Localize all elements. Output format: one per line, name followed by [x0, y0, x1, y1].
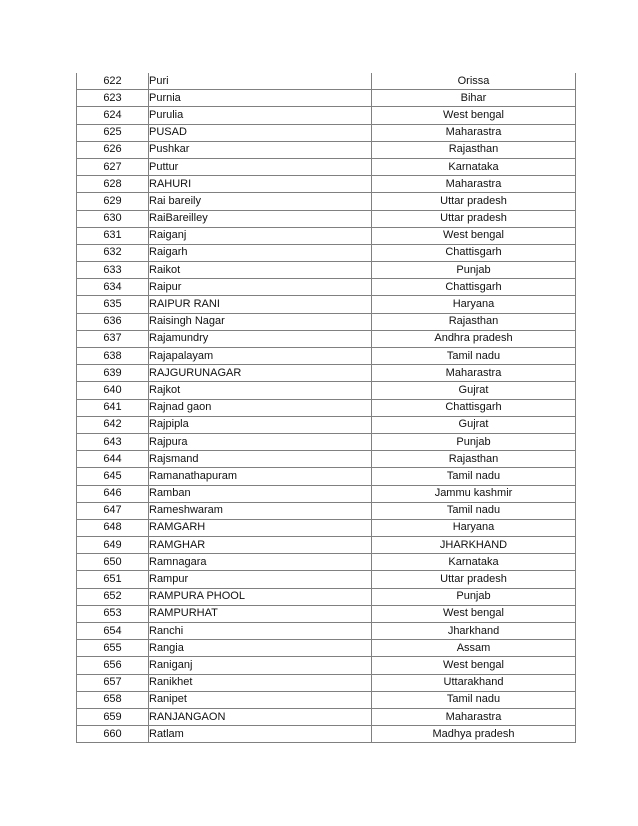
- city-cell: RAMPURHAT: [149, 605, 372, 622]
- city-cell: Pushkar: [149, 141, 372, 158]
- city-cell: Rangia: [149, 640, 372, 657]
- city-cell: Raigarh: [149, 244, 372, 261]
- state-cell: Maharastra: [372, 708, 576, 725]
- state-cell: JHARKHAND: [372, 537, 576, 554]
- state-cell: Rajasthan: [372, 141, 576, 158]
- row-number-cell: 642: [77, 416, 149, 433]
- row-number-cell: 641: [77, 399, 149, 416]
- city-cell: Rajpura: [149, 433, 372, 450]
- row-number-cell: 626: [77, 141, 149, 158]
- row-number-cell: 656: [77, 657, 149, 674]
- city-cell: Raniganj: [149, 657, 372, 674]
- row-number-cell: 636: [77, 313, 149, 330]
- state-cell: Haryana: [372, 519, 576, 536]
- table-row: [77, 588, 576, 605]
- table-row: [77, 605, 576, 622]
- row-number-cell: 622: [77, 73, 149, 90]
- city-cell: Rameshwaram: [149, 502, 372, 519]
- table-row: [77, 176, 576, 193]
- city-cell: Rampur: [149, 571, 372, 588]
- state-cell: Uttarakhand: [372, 674, 576, 691]
- row-number-cell: 658: [77, 691, 149, 708]
- row-number-cell: 623: [77, 90, 149, 107]
- city-cell: Raikot: [149, 262, 372, 279]
- city-cell: RAHURI: [149, 176, 372, 193]
- table-row: [77, 623, 576, 640]
- city-cell: Rajsmand: [149, 451, 372, 468]
- state-cell: West bengal: [372, 605, 576, 622]
- state-cell: Orissa: [372, 73, 576, 90]
- table-row: [77, 210, 576, 227]
- row-number-cell: 624: [77, 107, 149, 124]
- row-number-cell: 629: [77, 193, 149, 210]
- table-row: [77, 365, 576, 382]
- state-cell: West bengal: [372, 657, 576, 674]
- state-cell: Rajasthan: [372, 313, 576, 330]
- row-number-cell: 655: [77, 640, 149, 657]
- state-cell: Punjab: [372, 262, 576, 279]
- table-row: [77, 73, 576, 90]
- table-row: [77, 640, 576, 657]
- table-row: [77, 330, 576, 347]
- state-cell: Gujrat: [372, 382, 576, 399]
- row-number-cell: 630: [77, 210, 149, 227]
- state-cell: Karnataka: [372, 554, 576, 571]
- state-cell: Rajasthan: [372, 451, 576, 468]
- row-number-cell: 659: [77, 708, 149, 725]
- state-cell: Karnataka: [372, 158, 576, 175]
- city-cell: Rai bareily: [149, 193, 372, 210]
- row-number-cell: 635: [77, 296, 149, 313]
- city-state-table: [76, 73, 576, 743]
- city-cell: Purnia: [149, 90, 372, 107]
- state-cell: Uttar pradesh: [372, 210, 576, 227]
- city-cell: Ratlam: [149, 726, 372, 743]
- row-number-cell: 625: [77, 124, 149, 141]
- state-cell: Punjab: [372, 433, 576, 450]
- city-cell: Puri: [149, 73, 372, 90]
- row-number-cell: 633: [77, 262, 149, 279]
- state-cell: Gujrat: [372, 416, 576, 433]
- row-number-cell: 651: [77, 571, 149, 588]
- row-number-cell: 639: [77, 365, 149, 382]
- state-cell: Maharastra: [372, 176, 576, 193]
- city-cell: RAMGARH: [149, 519, 372, 536]
- city-cell: Raiganj: [149, 227, 372, 244]
- table-row: [77, 124, 576, 141]
- table-row: [77, 674, 576, 691]
- state-cell: Assam: [372, 640, 576, 657]
- city-cell: Rajnad gaon: [149, 399, 372, 416]
- city-cell: Puttur: [149, 158, 372, 175]
- state-cell: Maharastra: [372, 365, 576, 382]
- state-cell: Uttar pradesh: [372, 571, 576, 588]
- row-number-cell: 645: [77, 468, 149, 485]
- state-cell: Bihar: [372, 90, 576, 107]
- table-row: [77, 399, 576, 416]
- table-row: [77, 262, 576, 279]
- city-cell: RAJGURUNAGAR: [149, 365, 372, 382]
- table-row: [77, 657, 576, 674]
- row-number-cell: 628: [77, 176, 149, 193]
- state-cell: Andhra pradesh: [372, 330, 576, 347]
- row-number-cell: 640: [77, 382, 149, 399]
- state-cell: Jammu kashmir: [372, 485, 576, 502]
- row-number-cell: 660: [77, 726, 149, 743]
- state-cell: Haryana: [372, 296, 576, 313]
- state-cell: Madhya pradesh: [372, 726, 576, 743]
- row-number-cell: 644: [77, 451, 149, 468]
- state-cell: Uttar pradesh: [372, 193, 576, 210]
- state-cell: Tamil nadu: [372, 468, 576, 485]
- table-row: [77, 90, 576, 107]
- table-row: [77, 296, 576, 313]
- table-body: [77, 73, 576, 743]
- state-cell: Chattisgarh: [372, 244, 576, 261]
- table-row: [77, 227, 576, 244]
- row-number-cell: 631: [77, 227, 149, 244]
- row-number-cell: 652: [77, 588, 149, 605]
- table-row: [77, 433, 576, 450]
- city-cell: PUSAD: [149, 124, 372, 141]
- table-row: [77, 519, 576, 536]
- row-number-cell: 627: [77, 158, 149, 175]
- row-number-cell: 657: [77, 674, 149, 691]
- state-cell: West bengal: [372, 227, 576, 244]
- row-number-cell: 649: [77, 537, 149, 554]
- row-number-cell: 650: [77, 554, 149, 571]
- table-row: [77, 571, 576, 588]
- city-cell: Purulia: [149, 107, 372, 124]
- city-cell: Ranikhet: [149, 674, 372, 691]
- city-cell: Raisingh Nagar: [149, 313, 372, 330]
- state-cell: Punjab: [372, 588, 576, 605]
- row-number-cell: 638: [77, 348, 149, 365]
- table-row: [77, 468, 576, 485]
- row-number-cell: 647: [77, 502, 149, 519]
- row-number-cell: 643: [77, 433, 149, 450]
- table-row: [77, 313, 576, 330]
- city-cell: Ramnagara: [149, 554, 372, 571]
- city-cell: Rajpipla: [149, 416, 372, 433]
- table-row: [77, 451, 576, 468]
- city-cell: Ramanathapuram: [149, 468, 372, 485]
- state-cell: Chattisgarh: [372, 399, 576, 416]
- table-row: [77, 416, 576, 433]
- row-number-cell: 654: [77, 623, 149, 640]
- city-cell: RAIPUR RANI: [149, 296, 372, 313]
- table-row: [77, 348, 576, 365]
- table-row: [77, 382, 576, 399]
- table-row: [77, 244, 576, 261]
- city-cell: Ramban: [149, 485, 372, 502]
- table-row: [77, 726, 576, 743]
- table-row: [77, 279, 576, 296]
- state-cell: Tamil nadu: [372, 502, 576, 519]
- city-cell: RANJANGAON: [149, 708, 372, 725]
- table-row: [77, 193, 576, 210]
- state-cell: Jharkhand: [372, 623, 576, 640]
- city-cell: Ranchi: [149, 623, 372, 640]
- table-row: [77, 708, 576, 725]
- row-number-cell: 648: [77, 519, 149, 536]
- city-cell: Rajapalayam: [149, 348, 372, 365]
- table-row: [77, 691, 576, 708]
- table-row: [77, 554, 576, 571]
- table-row: [77, 141, 576, 158]
- table-row: [77, 537, 576, 554]
- row-number-cell: 653: [77, 605, 149, 622]
- row-number-cell: 646: [77, 485, 149, 502]
- state-cell: Tamil nadu: [372, 691, 576, 708]
- city-cell: Ranipet: [149, 691, 372, 708]
- city-cell: Raipur: [149, 279, 372, 296]
- state-cell: West bengal: [372, 107, 576, 124]
- table-row: [77, 502, 576, 519]
- city-cell: Rajkot: [149, 382, 372, 399]
- city-cell: Rajamundry: [149, 330, 372, 347]
- row-number-cell: 637: [77, 330, 149, 347]
- city-cell: RAMPURA PHOOL: [149, 588, 372, 605]
- table-row: [77, 485, 576, 502]
- city-cell: RaiBareilley: [149, 210, 372, 227]
- row-number-cell: 632: [77, 244, 149, 261]
- state-cell: Maharastra: [372, 124, 576, 141]
- city-cell: RAMGHAR: [149, 537, 372, 554]
- table-row: [77, 158, 576, 175]
- state-cell: Chattisgarh: [372, 279, 576, 296]
- table-row: [77, 107, 576, 124]
- state-cell: Tamil nadu: [372, 348, 576, 365]
- row-number-cell: 634: [77, 279, 149, 296]
